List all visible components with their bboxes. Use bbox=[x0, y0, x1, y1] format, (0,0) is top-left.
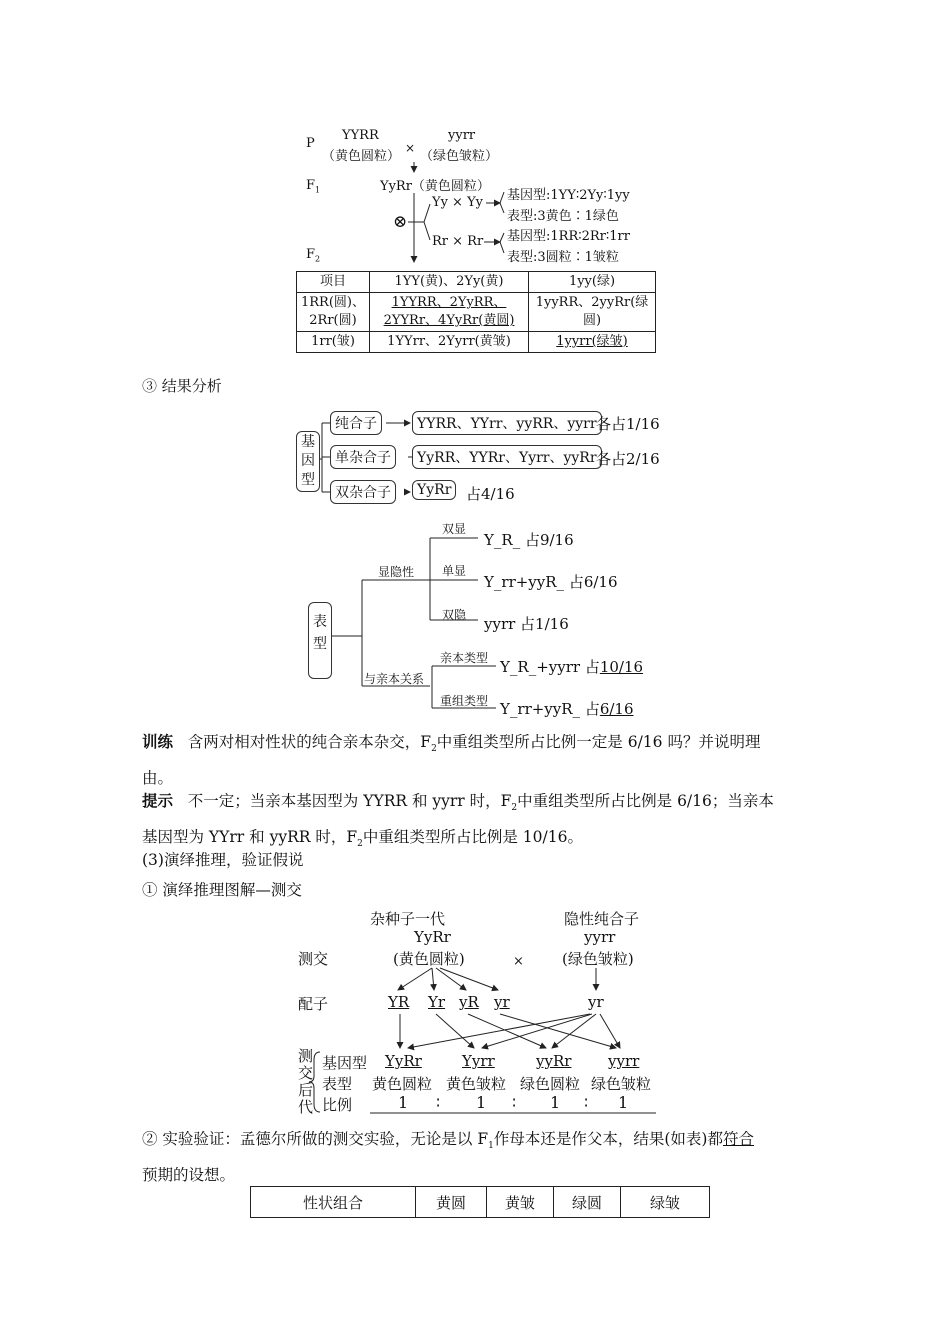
p-label: P bbox=[306, 136, 315, 151]
square-header-yellow: 1YY(黄)、2Yy(黄) bbox=[370, 272, 529, 293]
experiment-paragraph: ② 实验验证：孟德尔所做的测交实验，无论是以 $F_1$作母本还是作父本，结果(如表)都符合 预期的设想。 bbox=[142, 1130, 754, 1185]
recombinant-type-label: 重组类型 bbox=[440, 694, 489, 708]
recessive-genotype: yyrr bbox=[584, 928, 616, 946]
parental-type-value: Y_R_+yyrr 占10/16 bbox=[500, 658, 644, 676]
offspring-genotype-1: YyRr bbox=[385, 1052, 422, 1070]
single-box: 单杂合子 bbox=[330, 445, 396, 469]
offspring-phenotype-2: 黄色皱粒 bbox=[446, 1075, 507, 1093]
gamete-label: 配子 bbox=[298, 995, 329, 1013]
ratio-3: 1 bbox=[550, 1093, 561, 1112]
hint-paragraph: 提示 不一定；当亲本基因型为 YYRR 和 yyrr 时，$F_2$中重组类型所占比例是 6/16；当亲本 基因型为 YYrr 和 yyRR 时，$F_2$中重组类型所占比例是 10/16。 bbox=[142, 791, 774, 850]
table-header-cell: 绿皱 bbox=[621, 1187, 710, 1218]
pure-types-box: YYRR、YYrr、yyRR、yyrr bbox=[412, 411, 602, 435]
row-phenotype-label: 表型 bbox=[322, 1075, 353, 1093]
ratio-1: 1 bbox=[398, 1093, 409, 1112]
table-header-row bbox=[251, 1187, 710, 1218]
double-dominant-value: Y_R_ 占9/16 bbox=[484, 531, 574, 549]
offspring-genotype-2: Yyrr bbox=[462, 1052, 495, 1070]
f1-label: $F_1$ bbox=[306, 178, 321, 195]
section-3-heading: (3)演绎推理，验证假说 bbox=[142, 851, 304, 869]
double-box: 双杂合子 bbox=[330, 480, 396, 504]
recombinant-type-value: Y_rr+yyR_ 占6/16 bbox=[500, 700, 634, 718]
recessive-title: 隐性纯合子 bbox=[564, 910, 640, 928]
offspring-phenotype-4: 绿色皱粒 bbox=[591, 1075, 652, 1093]
phenotype-root: 表型 bbox=[308, 602, 332, 679]
double-ratio: 占4/16 bbox=[466, 485, 515, 503]
p-right-genotype: yyrr bbox=[448, 128, 476, 143]
table-header-cell: 绿圆 bbox=[554, 1187, 621, 1218]
square-header-item: 项目 bbox=[297, 272, 370, 293]
testcross-times: × bbox=[513, 954, 524, 969]
analysis-title: ③ 结果分析 bbox=[142, 377, 222, 395]
pure-box: 纯合子 bbox=[330, 411, 382, 435]
single-ratio: 各占2/16 bbox=[596, 450, 660, 468]
double-types-box: YyRr bbox=[412, 480, 456, 500]
rr-phenotype-ratio: 表型:3圆粒∶1皱粒 bbox=[507, 250, 619, 265]
gamete-yr-small-r: Yr bbox=[428, 993, 446, 1011]
table-header-cell: 黄皱 bbox=[487, 1187, 554, 1218]
testcross-label: 测交 bbox=[298, 950, 329, 968]
p-left-phenotype: （黄色圆粒） bbox=[322, 149, 401, 164]
p-left-genotype: YYRR bbox=[342, 128, 379, 143]
recessive-gamete: yr bbox=[588, 993, 604, 1011]
parental-type-label: 亲本类型 bbox=[440, 651, 489, 665]
ratio-colon-3: ∶ bbox=[584, 1093, 589, 1112]
ratio-2: 1 bbox=[476, 1093, 487, 1112]
offspring-phenotype-3: 绿色圆粒 bbox=[520, 1075, 581, 1093]
ratio-colon-2: ∶ bbox=[512, 1093, 517, 1112]
single-types-box: YyRR、YYRr、Yyrr、yyRr bbox=[412, 445, 602, 469]
offspring-genotype-3: yyRr bbox=[536, 1052, 572, 1070]
row-ratio-label: 比例 bbox=[322, 1096, 353, 1114]
square-row-round: 1RR(圆)、 2Rr(圆) bbox=[297, 293, 370, 332]
yy-genotype-ratio: 基因型:1YY∶2Yy∶1yy bbox=[507, 188, 630, 203]
punnett-square bbox=[296, 271, 656, 353]
gamete-yr-big: YR bbox=[388, 993, 410, 1011]
pure-ratio: 各占1/16 bbox=[596, 415, 660, 433]
offspring-label: 测 交 后 代 bbox=[298, 1047, 314, 1116]
gamete-small-yr: yr bbox=[494, 993, 510, 1011]
f2-label: $F_2$ bbox=[306, 247, 321, 264]
yy-cross: Yy × Yy bbox=[432, 195, 484, 210]
hybrid-genotype: YyRr bbox=[414, 928, 451, 946]
dominance-label: 显隐性 bbox=[378, 565, 415, 579]
square-cell-yellow-wrinkled: 1YYrr、2Yyrr(黄皱) bbox=[370, 332, 529, 353]
square-cell-green-wrinkled: 1yyrr(绿皱) bbox=[529, 332, 656, 353]
single-dominant-value: Y_rr+yyR_ 占6/16 bbox=[484, 573, 618, 591]
table-header-cell: 黄圆 bbox=[416, 1187, 487, 1218]
double-recessive-value: yyrr 占1/16 bbox=[484, 615, 569, 633]
double-dominant-label: 双显 bbox=[442, 522, 467, 536]
double-recessive-label: 双隐 bbox=[442, 608, 467, 622]
parent-relation-label: 与亲本关系 bbox=[364, 672, 425, 686]
f1-offspring: YyRr（黄色圆粒） bbox=[380, 179, 490, 194]
square-header-green: 1yy(绿) bbox=[529, 272, 656, 293]
p-right-phenotype: （绿色皱粒） bbox=[420, 149, 499, 164]
square-cell-green-round: 1yyRR、2yyRr(绿圆) bbox=[529, 293, 656, 332]
training-paragraph: 训练 含两对相对性状的纯合亲本杂交，$F_2$中重组类型所占比例一定是 6/16 吗？并说明理 由。 bbox=[142, 732, 761, 788]
rr-genotype-ratio: 基因型:1RR∶2Rr∶1rr bbox=[507, 229, 630, 244]
genotype-root: 基因型 bbox=[296, 431, 320, 492]
recessive-phenotype: (绿色皱粒) bbox=[562, 950, 634, 968]
offspring-phenotype-1: 黄色圆粒 bbox=[372, 1075, 433, 1093]
rr-cross: Rr × Rr bbox=[432, 234, 484, 249]
yy-phenotype-ratio: 表型:3黄色∶1绿色 bbox=[507, 209, 619, 224]
row-genotype-label: 基因型 bbox=[322, 1054, 368, 1072]
hybrid-phenotype: (黄色圆粒) bbox=[393, 950, 465, 968]
offspring-genotype-4: yyrr bbox=[608, 1052, 640, 1070]
ratio-colon-1: ∶ bbox=[436, 1093, 441, 1112]
ratio-4: 1 bbox=[618, 1093, 629, 1112]
hybrid-title: 杂种子一代 bbox=[370, 910, 446, 928]
square-cell-yellow-round: 1YYRR、2YyRR、 2YYRr、4YyRr(黄圆) bbox=[370, 293, 529, 332]
square-row-wrinkled: 1rr(皱) bbox=[297, 332, 370, 353]
table-header-cell: 性状组合 bbox=[251, 1187, 416, 1218]
single-dominant-label: 单显 bbox=[442, 564, 467, 578]
section-3-sub1: ① 演绎推理图解—测交 bbox=[142, 881, 302, 899]
gamete-small-y-big-r: yR bbox=[459, 993, 479, 1011]
selfing-icon: ⊗ bbox=[393, 212, 408, 232]
result-table bbox=[250, 1186, 710, 1218]
cross-symbol: × bbox=[405, 141, 416, 155]
